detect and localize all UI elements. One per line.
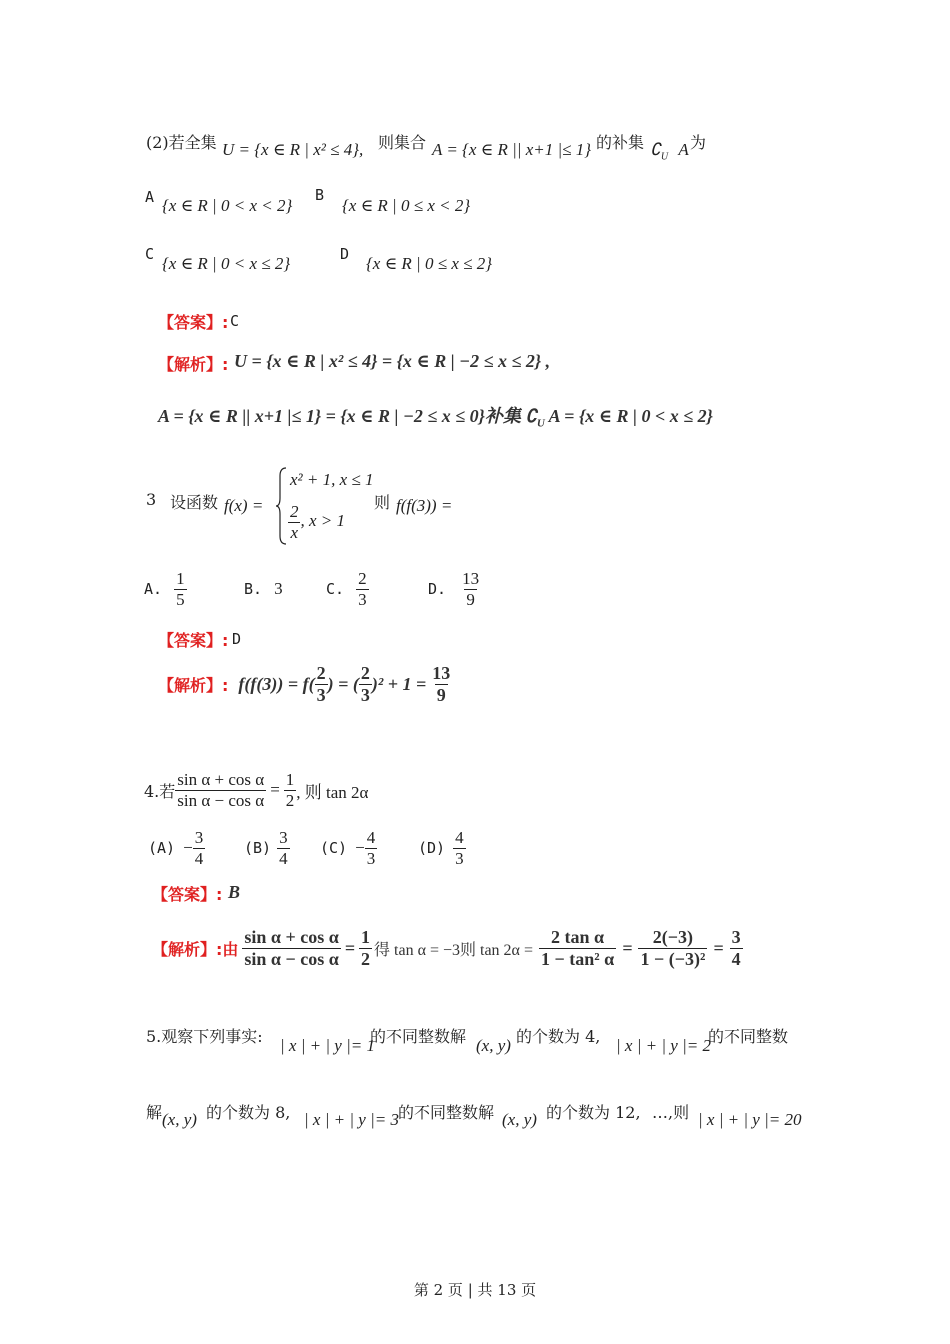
q5-t5: 的个数为 8,: [206, 1103, 291, 1122]
q4-half-frac: [284, 770, 297, 810]
q2-opt-c: {x ∈ R | 0 < x ≤ 2}: [162, 254, 291, 273]
q4-opt-c-num: 4: [366, 827, 376, 847]
q3-ask: f(f(3)) =: [396, 496, 453, 515]
q4-a-half-frac: [359, 927, 372, 969]
q4-opt-b-frac: [277, 828, 290, 868]
q3-a-f3-num: 13: [432, 662, 451, 683]
q4-option-d: [418, 824, 466, 872]
q3-opt-c-label: C.: [326, 580, 345, 598]
q4-a-f1-num: 2 tan α: [551, 926, 605, 947]
q2-answer: C: [230, 312, 240, 330]
page-footer: 第 2 页 | 共 13 页: [413, 1281, 537, 1299]
q4-opt-c-frac: [365, 828, 378, 868]
q4-opt-c-label: (C): [320, 839, 348, 857]
q2-complement: [650, 140, 689, 162]
q5-lead: 5.观察下列事实:: [146, 1027, 263, 1046]
q3-case2-den: x: [290, 522, 299, 542]
q3-answer-label: 【答案】:: [158, 631, 229, 650]
q5-t2: 的个数为 4,: [516, 1027, 601, 1046]
q4-answer-label: 【答案】:: [152, 885, 223, 904]
q4-opt-d-frac: [453, 828, 466, 868]
q4-a-frac2: [638, 927, 707, 969]
q4-option-b: [244, 824, 290, 872]
q3-a-f1-den: 3: [316, 684, 326, 705]
q4-a-f3-den: 4: [731, 948, 741, 969]
q5-t3: 的不同整数: [708, 1027, 789, 1046]
q3-a-f1-num: 2: [316, 662, 326, 683]
q4-a-frac1: [539, 927, 616, 969]
q4-opt-b-den: 4: [279, 848, 288, 868]
q4-opt-b-num: 3: [279, 827, 288, 847]
q4-q-frac: [175, 770, 266, 810]
q3-analysis: [158, 660, 452, 708]
q2-mid: 则集合: [378, 133, 427, 152]
q3-option-a: [144, 566, 187, 612]
q4-a-f1-den: 1 − tan² α: [540, 948, 615, 969]
q4-a-f2-den: 1 − (−3)²: [640, 948, 706, 969]
complement-a: A: [678, 140, 689, 159]
q2-analysis2-main: A = {x ∈ R || x+1 |≤ 1} = {x ∈ R | −2 ≤ x ≤ 0}补集 ∁: [158, 406, 537, 426]
q4-opt-c-den: 3: [366, 848, 376, 868]
q2-set-a: A = {x ∈ R || x+1 |≤ 1}: [432, 140, 592, 159]
q3-number: 3: [146, 490, 157, 509]
q5-eq3: | x | + | y |= 3: [304, 1110, 399, 1129]
q4-a-h-den: 2: [361, 948, 371, 969]
q4-a-eq: =: [344, 937, 356, 958]
q4-a-f2-num: 2(−3): [652, 926, 694, 947]
q3-a-part1: f(f(3)) = f(: [238, 673, 315, 694]
q5-pair2: (x, y): [162, 1110, 197, 1129]
q3-a-f2-num: 2: [360, 662, 370, 683]
q3-a-frac2: [359, 663, 372, 705]
q4-opt-b-label: (B): [244, 839, 272, 857]
q4-opt-a-sign: −: [183, 838, 193, 857]
q3-option-c: [326, 566, 369, 612]
q4-answer: B: [228, 882, 241, 902]
q2-analysis2-tail: A = {x ∈ R | 0 < x ≤ 2}: [548, 406, 713, 426]
q3-option-b: [244, 566, 283, 612]
q3-answer: D: [232, 630, 242, 648]
q5-pair3: (x, y): [502, 1110, 537, 1129]
q5-t6: 的不同整数解: [398, 1103, 495, 1122]
q5-eq2: | x | + | y |= 2: [616, 1036, 711, 1055]
q4-option-a: [148, 824, 205, 872]
q4-opt-d-den: 3: [455, 848, 464, 868]
q4-a-eq2: =: [622, 937, 633, 958]
q4-tail: , 则 tan 2α: [296, 782, 369, 802]
q2-opt-c-label: C: [145, 245, 155, 263]
q4-opt-a-frac: [193, 828, 206, 868]
q3-a-part2: ) = (: [327, 673, 359, 694]
q4-a-h-num: 1: [361, 926, 371, 947]
q3-brace: [276, 466, 288, 546]
q5-t8: …,则: [652, 1103, 690, 1122]
q4-a-mid: 得 tan α = −3则 tan 2α =: [374, 941, 533, 959]
q3-opt-c-frac: [356, 569, 369, 609]
q3-a-frac3: [430, 663, 452, 705]
q4-a-frac3: [730, 927, 743, 969]
q3-opt-c-den: 3: [358, 589, 367, 609]
q4-a-den: sin α − cos α: [244, 948, 339, 969]
q3-fx: f(x) =: [224, 496, 264, 515]
q4-q-den: sin α − cos α: [177, 790, 265, 810]
q4-eq: =: [270, 780, 280, 799]
q4-half-num: 1: [285, 769, 295, 789]
q4-half-den: 2: [285, 790, 295, 810]
q3-opt-b-label: B.: [244, 580, 263, 598]
q4-opt-d-label: (D): [418, 839, 446, 857]
q2-tail1: 的补集: [596, 133, 645, 152]
q4-q-num: sin α + cos α: [177, 769, 265, 789]
q3-opt-d-den: 9: [466, 589, 475, 609]
q4-opt-d-num: 4: [455, 827, 464, 847]
q5-t1: 的不同整数解: [370, 1027, 467, 1046]
q2-opt-a-label: A: [145, 188, 155, 206]
q4-opt-a-den: 4: [194, 848, 204, 868]
q3-opt-b: 3: [274, 579, 283, 598]
q4-a-eq3: =: [713, 937, 724, 958]
q4-opt-c-sign: −: [355, 838, 365, 857]
q3-opt-d-label: D.: [428, 580, 447, 598]
q4-a-num: sin α + cos α: [244, 926, 339, 947]
q3-a-f3-den: 9: [436, 684, 446, 705]
q4-question: [144, 764, 368, 816]
q3-case1: x² + 1, x ≤ 1: [290, 470, 374, 489]
q5-t7: 的个数为 12,: [546, 1103, 641, 1122]
q2-opt-a: {x ∈ R | 0 < x < 2}: [162, 196, 293, 215]
q5-eq1: | x | + | y |= 1: [280, 1036, 375, 1055]
q2-analysis-label: 【解析】:: [158, 355, 229, 374]
q4-lead: 4.若: [144, 781, 176, 801]
q3-analysis-label: 【解析】:: [158, 675, 229, 695]
complement-sub: U: [660, 151, 669, 163]
q2-set-u: U = {x ∈ R | x² ≤ 4},: [222, 140, 364, 159]
q3-opt-a-frac: [174, 569, 187, 609]
q2-opt-d-label: D: [340, 245, 350, 263]
q3-case2-num: 2: [290, 502, 299, 521]
q2-analysis-line1: U = {x ∈ R | x² ≤ 4} = {x ∈ R | −2 ≤ x ≤ 2} ,: [234, 351, 551, 371]
q2-answer-label: 【答案】:: [158, 313, 229, 332]
q2-opt-b: {x ∈ R | 0 ≤ x < 2}: [342, 196, 471, 215]
q5-pair1: (x, y): [476, 1036, 511, 1055]
q2-opt-d: {x ∈ R | 0 ≤ x ≤ 2}: [366, 254, 492, 273]
q3-a-frac1: [315, 663, 328, 705]
q3-case2-frac: [288, 502, 301, 542]
q3-opt-d-frac: [460, 569, 481, 609]
q3-case2-tail: , x > 1: [300, 510, 346, 530]
q3-opt-a-den: 5: [176, 589, 185, 609]
q4-opt-a-label: (A): [148, 839, 176, 857]
q4-a-f3-num: 3: [731, 926, 741, 947]
q4-option-c: [320, 824, 377, 872]
q2-analysis-line2: [158, 402, 713, 430]
q5-eq4: | x | + | y |= 20: [698, 1110, 802, 1129]
q2-analysis2-sub: U: [536, 417, 545, 430]
q3-option-d: [428, 566, 481, 612]
q3-opt-c-num: 2: [358, 568, 367, 588]
q3-a-part3: )² + 1 =: [371, 673, 427, 694]
q2-opt-b-label: B: [315, 186, 325, 204]
q2-lead: (2)若全集: [146, 133, 217, 152]
q4-analysis-label: 【解析】:由: [152, 939, 239, 959]
q4-opt-a-num: 3: [194, 827, 204, 847]
q3-opt-d-num: 13: [462, 568, 480, 588]
complement-symbol: ∁: [650, 140, 661, 159]
q5-t4: 解: [146, 1103, 163, 1122]
q3-then: 则: [374, 493, 391, 512]
q4-analysis: [152, 922, 743, 974]
q3-lead: 设函数: [170, 493, 219, 512]
q3-case2: [288, 502, 345, 542]
q3-opt-a-num: 1: [176, 568, 185, 588]
q4-a-frac0: [242, 927, 340, 969]
q2-tail2: 为: [690, 133, 707, 152]
q3-opt-a-label: A.: [144, 580, 163, 598]
q3-a-f2-den: 3: [360, 684, 370, 705]
